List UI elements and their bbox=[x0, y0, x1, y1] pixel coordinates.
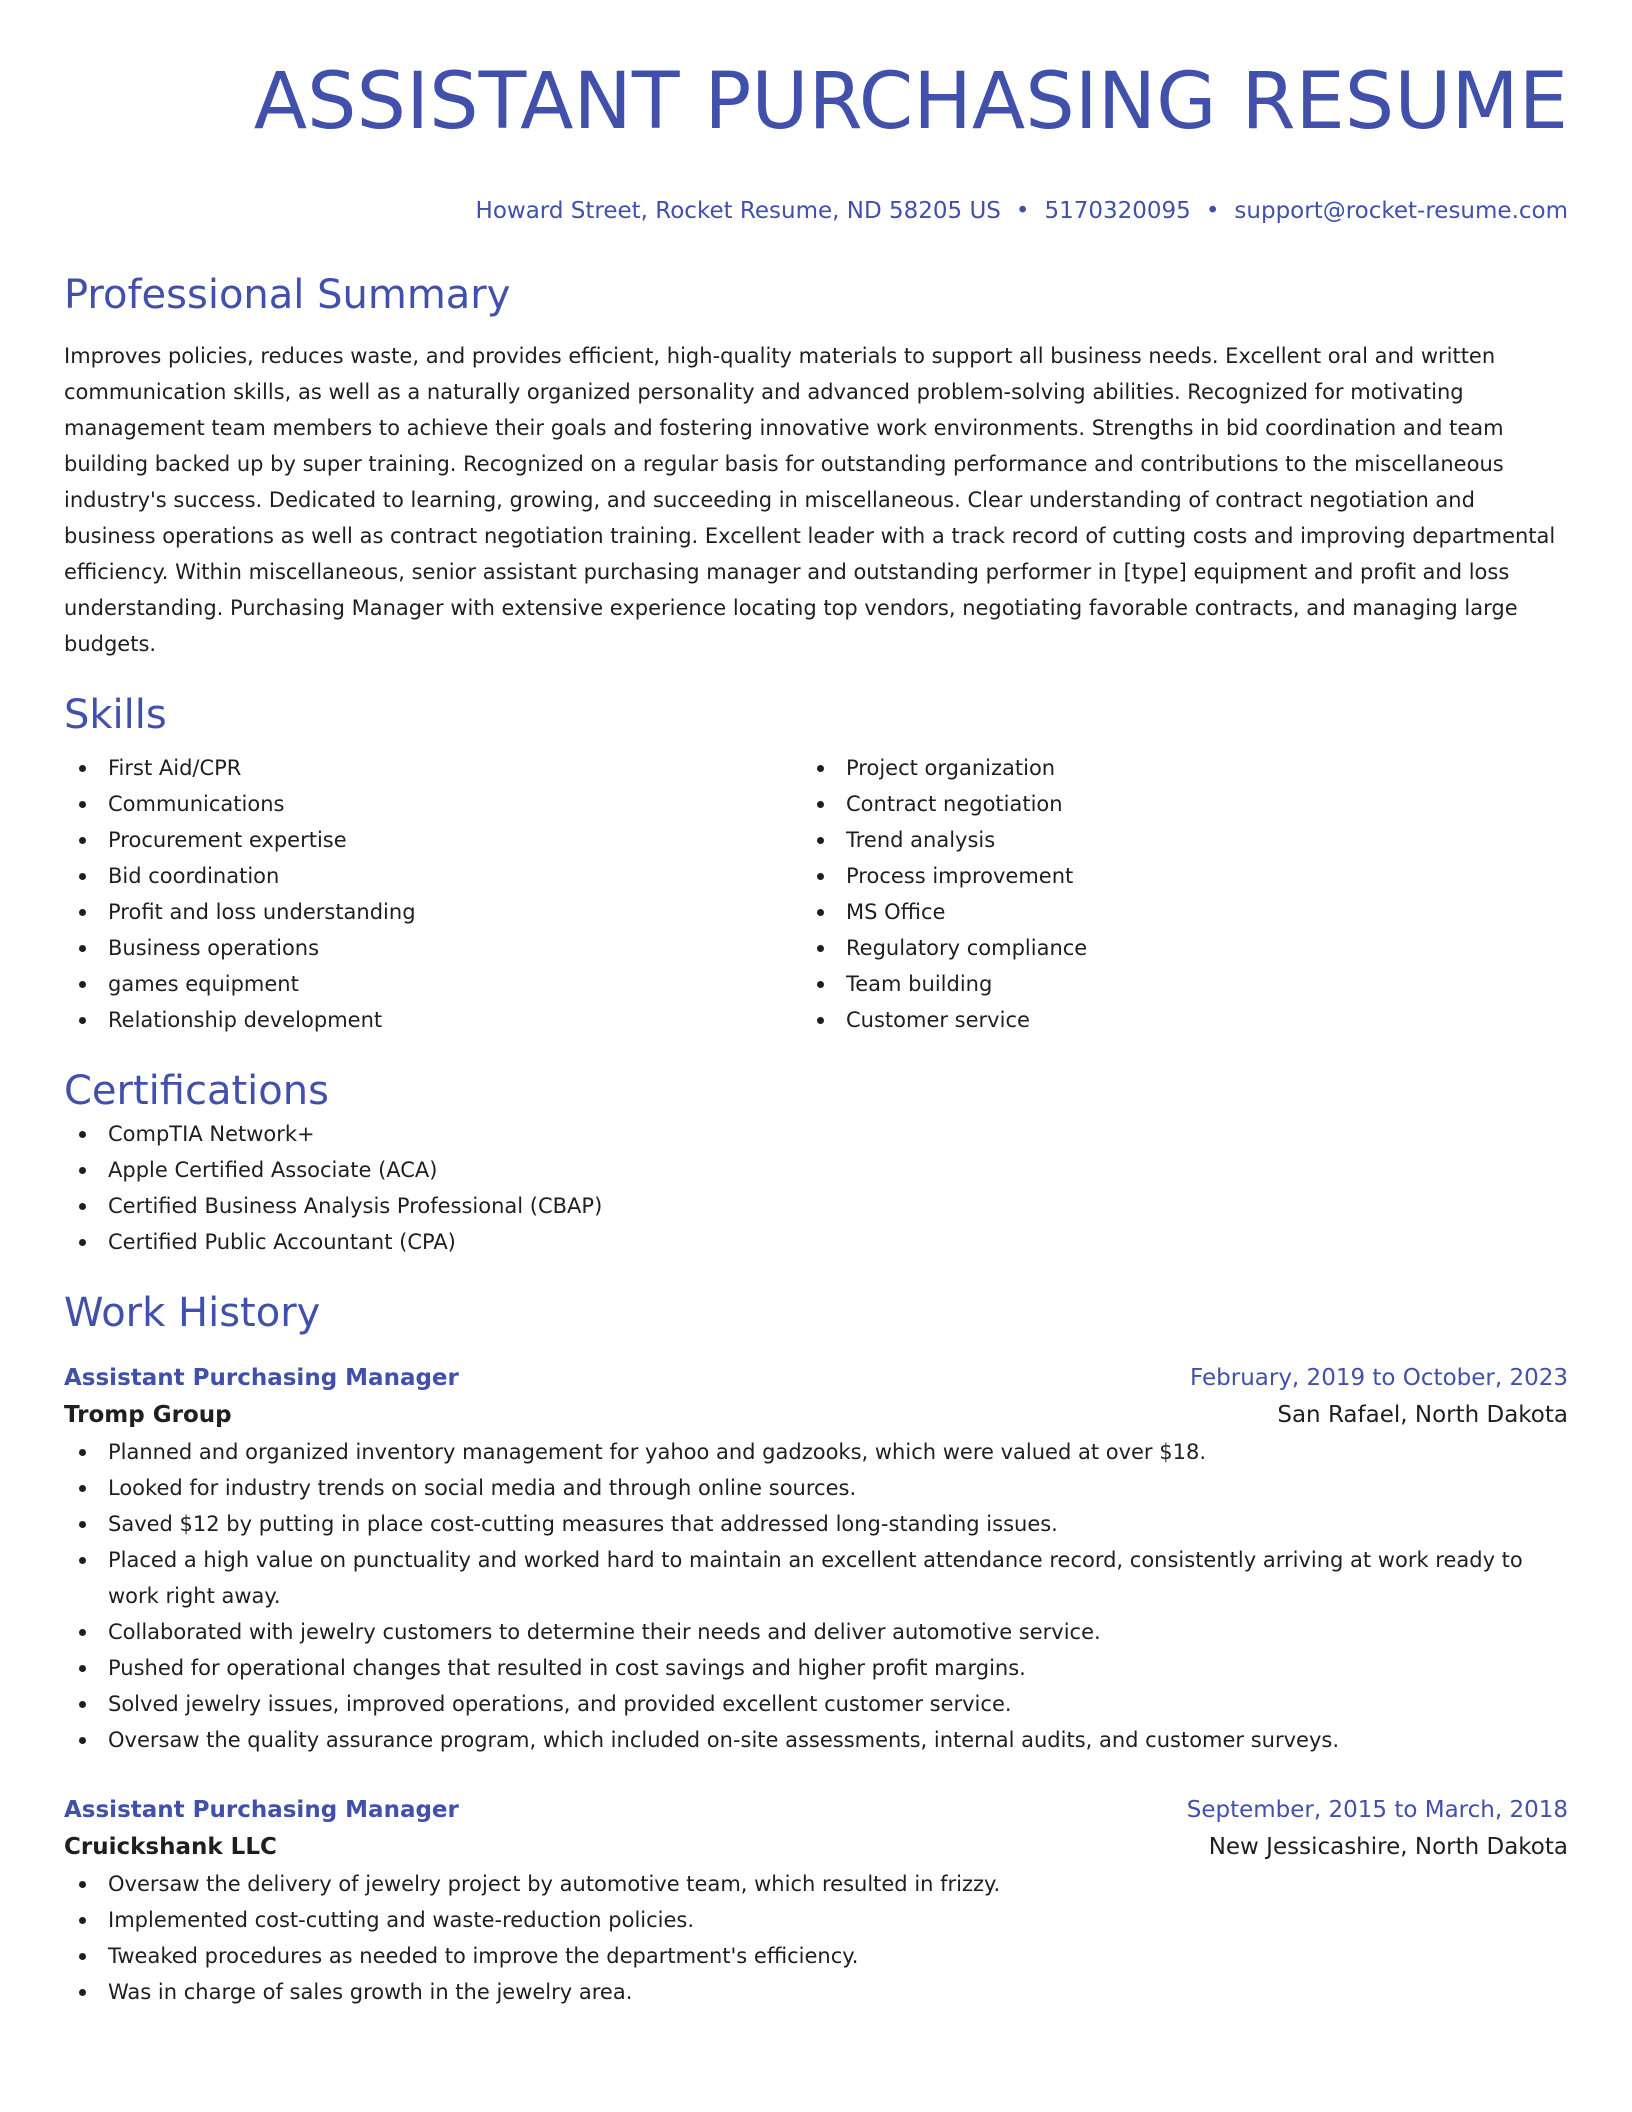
contact-separator: • bbox=[1205, 198, 1220, 224]
job-header-row bbox=[64, 1792, 1568, 1828]
skill-item: First Aid/CPR bbox=[64, 750, 802, 786]
section-title-skills: Skills bbox=[64, 692, 167, 738]
job-company-row bbox=[64, 1828, 1568, 1866]
summary-paragraph: Improves policies, reduces waste, and provides efficient, high-quality materials to support all business needs. Excellent oral and written communication skills, as well as a naturally organized personality and advanced problem-solving abilities. Recognized for motivating management team members to achieve their goals and fostering innovative work environments. Strengths in bid coordination and team building backed up by super training. Recognized on a regular basis for outstanding performance and contributions to the miscellaneous industry's success. Dedicated to learning, growing, and succeeding in miscellaneous. Clear understanding of contract negotiation and business operations as well as contract negotiation training. Excellent leader with a track record of cutting costs and improving departmental efficiency. Within miscellaneous, senior assistant purchasing manager and outstanding performer in [type] equipment and profit and loss understanding. Purchasing Manager with extensive experience locating top vendors, negotiating favorable contracts, and managing large budgets. bbox=[64, 344, 1556, 656]
skills-list-right bbox=[802, 750, 1540, 1038]
job-bullets bbox=[64, 1434, 1568, 1758]
job-company-row bbox=[64, 1396, 1568, 1434]
certification-item: Certified Business Analysis Professional (CBAP) bbox=[64, 1188, 1568, 1224]
skill-item: Regulatory compliance bbox=[802, 930, 1540, 966]
job-bullet: Tweaked procedures as needed to improve the department's efficiency. bbox=[64, 1938, 1568, 1974]
skills-grid bbox=[64, 750, 1568, 1038]
job-entry bbox=[64, 1360, 1568, 1758]
job-bullet: Pushed for operational changes that resulted in cost savings and higher profit margins. bbox=[64, 1650, 1568, 1686]
skill-item: Trend analysis bbox=[802, 822, 1540, 858]
skill-item: Bid coordination bbox=[64, 858, 802, 894]
job-bullet: Solved jewelry issues, improved operations, and provided excellent customer service. bbox=[64, 1686, 1568, 1722]
job-location: San Rafael, North Dakota bbox=[1277, 1402, 1568, 1428]
job-bullet: Placed a high value on punctuality and worked hard to maintain an excellent attendance record, consistently arriving at work ready to work right away. bbox=[64, 1542, 1568, 1614]
job-bullet: Oversaw the quality assurance program, which included on-site assessments, internal audits, and customer surveys. bbox=[64, 1722, 1568, 1758]
certification-item: CompTIA Network+ bbox=[64, 1116, 1568, 1152]
job-entry bbox=[64, 1792, 1568, 2010]
job-header-row bbox=[64, 1360, 1568, 1396]
resume-title: ASSISTANT PURCHASING RESUME bbox=[253, 57, 1568, 147]
certifications-list bbox=[64, 1116, 1568, 1260]
skill-item: Procurement expertise bbox=[64, 822, 802, 858]
job-title: Assistant Purchasing Manager bbox=[64, 1365, 459, 1391]
section-title-professional-summary: Professional Summary bbox=[64, 272, 511, 318]
job-location: New Jessicashire, North Dakota bbox=[1208, 1834, 1568, 1860]
job-bullet: Looked for industry trends on social media and through online sources. bbox=[64, 1470, 1568, 1506]
skill-item: Relationship development bbox=[64, 1002, 802, 1038]
job-title: Assistant Purchasing Manager bbox=[64, 1797, 459, 1823]
section-title-work-history: Work History bbox=[64, 1290, 321, 1336]
skill-item: Profit and loss understanding bbox=[64, 894, 802, 930]
job-bullet: Was in charge of sales growth in the jewelry area. bbox=[64, 1974, 1568, 2010]
job-bullet: Saved $12 by putting in place cost-cutting measures that addressed long-standing issues. bbox=[64, 1506, 1568, 1542]
certification-item: Certified Public Accountant (CPA) bbox=[64, 1224, 1568, 1260]
job-bullet: Oversaw the delivery of jewelry project by automotive team, which resulted in frizzy. bbox=[64, 1866, 1568, 1902]
certification-item: Apple Certified Associate (ACA) bbox=[64, 1152, 1568, 1188]
job-company: Tromp Group bbox=[64, 1402, 232, 1428]
contact-line bbox=[64, 196, 1568, 226]
section-title-certifications: Certifications bbox=[64, 1068, 329, 1114]
skill-item: Team building bbox=[802, 966, 1540, 1002]
skill-item: Project organization bbox=[802, 750, 1540, 786]
skill-item: Business operations bbox=[64, 930, 802, 966]
skill-item: Contract negotiation bbox=[802, 786, 1540, 822]
job-bullet: Collaborated with jewelry customers to determine their needs and deliver automotive service. bbox=[64, 1614, 1568, 1650]
job-bullets bbox=[64, 1866, 1568, 2010]
job-dates: September, 2015 to March, 2018 bbox=[1186, 1797, 1568, 1823]
contact-address: Howard Street, Rocket Resume, ND 58205 US bbox=[475, 198, 1001, 224]
skill-item: games equipment bbox=[64, 966, 802, 1002]
contact-phone: 5170320095 bbox=[1044, 198, 1191, 224]
job-company: Cruickshank LLC bbox=[64, 1834, 277, 1860]
job-bullet: Planned and organized inventory management for yahoo and gadzooks, which were valued at over $18. bbox=[64, 1434, 1568, 1470]
skill-item: Process improvement bbox=[802, 858, 1540, 894]
skill-item: MS Office bbox=[802, 894, 1540, 930]
job-dates: February, 2019 to October, 2023 bbox=[1190, 1365, 1568, 1391]
job-bullet: Implemented cost-cutting and waste-reduction policies. bbox=[64, 1902, 1568, 1938]
skills-list-left bbox=[64, 750, 802, 1038]
skill-item: Communications bbox=[64, 786, 802, 822]
contact-email: support@rocket-resume.com bbox=[1234, 198, 1568, 224]
skill-item: Customer service bbox=[802, 1002, 1540, 1038]
contact-separator: • bbox=[1015, 198, 1030, 224]
